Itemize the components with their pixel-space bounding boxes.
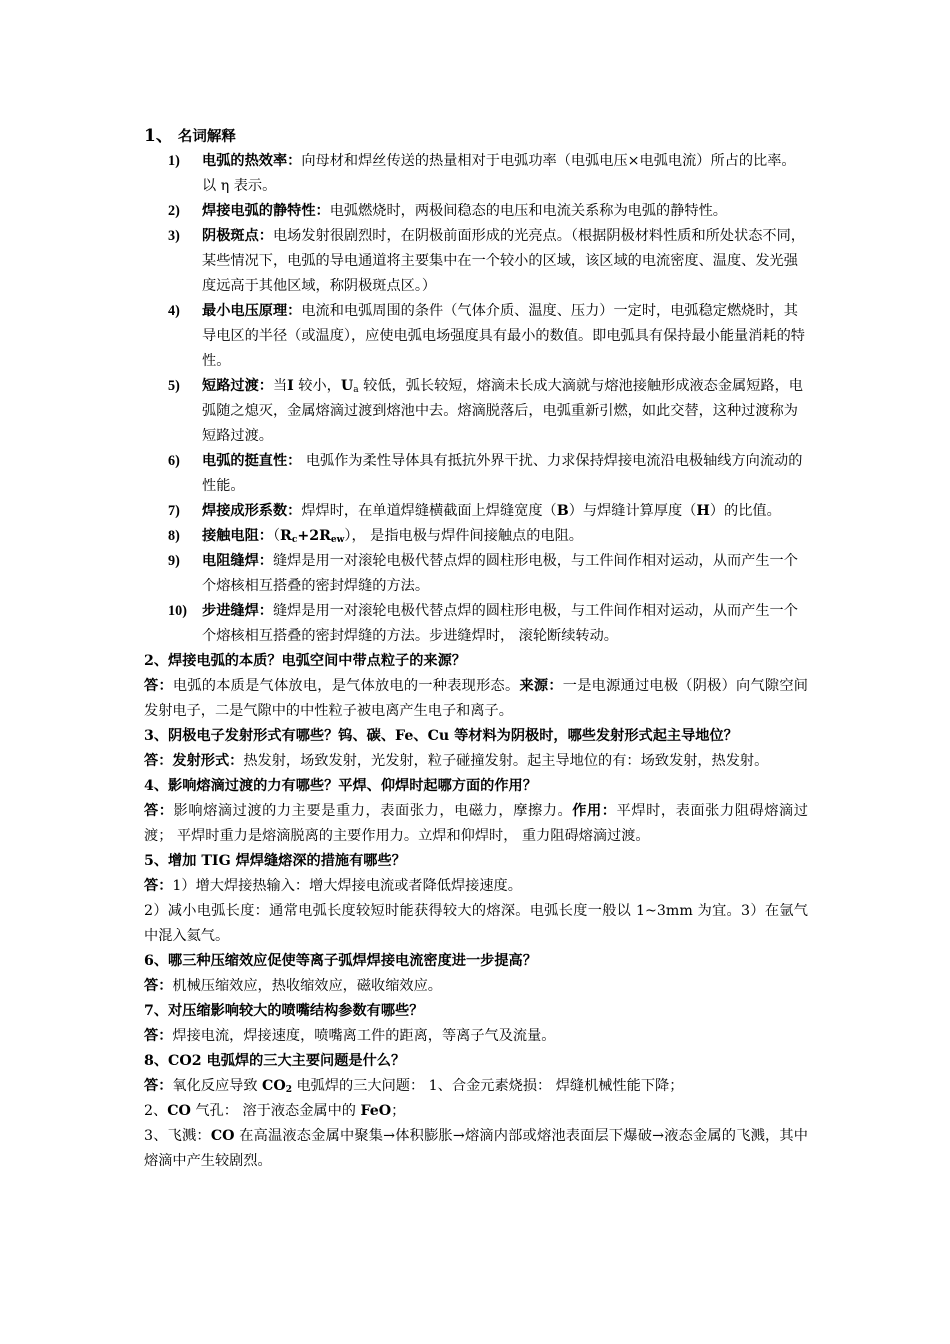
term-name: 电阻缝焊：	[202, 553, 273, 569]
term-item	[144, 549, 808, 599]
question-2: 2、焊接电弧的本质？电弧空间中带点粒子的来源？	[144, 653, 466, 669]
term-name: 接触电阻：	[202, 528, 273, 544]
term-item	[144, 374, 808, 449]
term-name: 短路过渡：	[202, 378, 273, 394]
answer-8-line3	[144, 1124, 808, 1174]
term-definition: 较低，弧长较短，熔滴未长成大滴就与熔池接触形成液态金属短路，电弧随之熄灭，金属熔滴过渡到熔池中去。熔滴脱落后，电弧重新引燃，如此交替，这种过渡称为短路过渡。	[202, 378, 803, 444]
answer-text: 2、	[144, 1103, 168, 1119]
answer-text: 电弧焊的三大问题： 1、合金元素烧损： 焊缝机械性能下降；	[291, 1078, 684, 1094]
answer-6	[144, 974, 808, 999]
answer-7	[144, 1024, 808, 1049]
formula-feo: FeO	[360, 1103, 392, 1119]
term-index: 5)	[168, 378, 180, 394]
term-list	[144, 149, 808, 649]
answer-text: 热发射，场致发射，光发射，粒子碰撞发射。起主导地位的有：场致发射，热发射。	[243, 753, 769, 769]
answer-text: 焊接电流，焊接速度，喷嘴离工件的距离，等离子气及流量。	[172, 1028, 556, 1044]
answer-sublabel: 作用：	[572, 803, 617, 819]
answer-4	[144, 799, 808, 849]
section-number: 1、	[144, 126, 173, 146]
answer-3	[144, 749, 808, 774]
term-definition-pre: （	[272, 528, 281, 544]
term-index: 9)	[168, 553, 180, 569]
symbol-resistance-c-sub: c	[291, 535, 298, 545]
term-index: 4)	[168, 303, 180, 319]
answer-text: 平焊时，表面张力阻碍熔滴过渡； 平焊时重力是熔滴脱离的主要作用力。立焊和仰焊时， 重力阻碍熔滴过渡。	[144, 803, 808, 844]
question-3: 3、阴极电子发射形式有哪些？钨、碳、Fe、Cu 等材料为阴极时，哪些发射形式起主导地位？	[144, 728, 738, 744]
term-name: 最小电压原理：	[202, 303, 302, 319]
symbol-resistance-c: R	[280, 528, 292, 544]
symbol-voltage-sub: a	[353, 385, 359, 395]
term-definition: 缝焊是用一对滚轮电极代替点焊的圆柱形电极，与工件间作相对运动，从而产生一个个熔核相互搭叠的密封焊缝的方法。步进缝焊时， 滚轮断续转动。	[202, 603, 798, 644]
term-definition: 电弧燃烧时，两极间稳态的电压和电流关系称为电弧的静特性。	[329, 203, 727, 219]
formula-co: CO	[167, 1103, 191, 1119]
document-body	[144, 124, 808, 1174]
question-7: 7、对压缩影响较大的喷嘴结构参数有哪些？	[144, 1003, 424, 1019]
answer-label: 答：	[144, 878, 173, 894]
question-6: 6、哪三种压缩效应促使等离子弧焊焊接电流密度进一步提高？	[144, 953, 537, 969]
term-item	[144, 449, 808, 499]
term-definition: 电流和电弧周围的条件（气体介质、温度、压力）一定时，电弧稳定燃烧时，其导电区的半径（或温度），应使电弧电场强度具有最小的数值。即电弧具有保持最小能量消耗的特性。	[202, 303, 805, 369]
answer-text: 氧化反应导致	[172, 1078, 263, 1094]
answer-5	[144, 874, 808, 899]
answer-text: 影响熔滴过渡的力主要是重力，表面张力，电磁力，摩擦力。	[173, 803, 573, 819]
formula-co2: CO	[262, 1078, 286, 1094]
term-item	[144, 599, 808, 649]
term-name: 阴极斑点：	[202, 228, 273, 244]
term-definition: 向母材和焊丝传送的热量相对于电弧功率（电弧电压×电弧电流）所占的比率。以 η 表示。	[202, 153, 796, 194]
answer-2	[144, 674, 808, 724]
question-4: 4、影响熔滴过渡的力有哪些？平焊、仰焊时起哪方面的作用？	[144, 778, 537, 794]
answer-sublabel: 来源：	[519, 678, 563, 694]
term-definition: 缝焊是用一对滚轮电极代替点焊的圆柱形电极，与工件间作相对运动，从而产生一个个熔核相互搭叠的密封焊缝的方法。	[202, 553, 798, 594]
answer-text: ；	[391, 1103, 406, 1119]
answer-text: 一是电源通过电极（阴极）向气隙空间发射电子，二是气隙中的中性粒子被电离产生电子和离子。	[144, 678, 808, 719]
symbol-resistance-ew: +2R	[297, 528, 331, 544]
answer-label: 答：	[144, 803, 174, 819]
answer-label: 答：	[144, 678, 173, 694]
term-item	[144, 299, 808, 374]
term-index: 10)	[168, 603, 187, 619]
term-definition-mid: ）与焊缝计算厚度（	[568, 503, 697, 519]
term-name: 电弧的挺直性：	[202, 453, 302, 469]
answer-label: 答：	[144, 1078, 173, 1094]
answer-text: 1）增大焊接热输入：增大焊接电流或者降低焊接速度。	[172, 878, 522, 894]
answer-text: 在高温液态金属中聚集→体积膨胀→熔滴内部或熔池表面层下爆破→液态金属的飞溅，其中熔滴中产生较剧烈。	[144, 1128, 808, 1169]
answer-label: 答：	[144, 978, 173, 994]
term-index: 8)	[168, 528, 180, 544]
term-definition: ）的比值。	[709, 503, 781, 519]
answer-text: 3、飞溅：	[144, 1128, 211, 1144]
formula-co: CO	[210, 1128, 235, 1144]
answer-label: 答：发射形式：	[144, 753, 244, 769]
question-5: 5、增加 TIG 焊焊缝熔深的措施有哪些？	[144, 853, 406, 869]
term-name: 步进缝焊：	[202, 603, 273, 619]
section-heading	[144, 124, 808, 149]
answer-text: 气孔： 溶于液态金属中的	[190, 1103, 361, 1119]
symbol-current: I	[287, 378, 294, 394]
answer-text: 机械压缩效应，热收缩效应，磁收缩效应。	[172, 978, 442, 994]
answer-text: 电弧的本质是气体放电，是气体放电的一种表现形态。	[172, 678, 520, 694]
term-definition: 电场发射很剧烈时，在阴极前面形成的光亮点。（根据阴极材料性质和所处状态不同，某些情况下，电弧的导电通道将主要集中在一个较小的区域，该区域的电流密度、温度、发光强度远高于其他区域，称阴极斑点区。）	[202, 228, 805, 294]
term-definition-mid: 较小，	[293, 378, 341, 394]
term-item	[144, 224, 808, 299]
term-index: 7)	[168, 503, 180, 519]
term-definition-pre: 焊焊时，在单道焊缝横截面上焊缝宽度（	[301, 503, 557, 519]
answer-label: 答：	[144, 1028, 173, 1044]
term-name: 焊接成形系数：	[202, 503, 302, 519]
term-item	[144, 199, 808, 224]
term-definition-pre: 当	[272, 378, 288, 394]
formula-co2-sub: 2	[285, 1085, 292, 1095]
term-index: 1)	[168, 153, 180, 169]
answer-5-cont: 2）减小电弧长度：通常电弧长度较短时能获得较大的熔深。电弧长度一般以 1~3mm 为宜。3）在氩气中混入氦气。	[144, 903, 808, 944]
term-definition: ）， 是指电极与焊件间接触点的电阻。	[344, 528, 583, 544]
answer-8	[144, 1074, 808, 1099]
symbol-voltage: U	[340, 378, 354, 394]
term-index: 6)	[168, 453, 180, 469]
term-definition: 电弧作为柔性导体具有抵抗外界干扰、力求保持焊接电流沿电极轴线方向流动的性能。	[202, 453, 803, 494]
term-item	[144, 149, 808, 199]
term-item	[144, 524, 808, 549]
symbol-height: H	[696, 503, 710, 519]
answer-8-line2	[144, 1099, 808, 1124]
term-item	[144, 499, 808, 524]
term-name: 焊接电弧的静特性：	[202, 203, 330, 219]
symbol-resistance-ew-sub: ew	[330, 535, 345, 545]
term-index: 3)	[168, 228, 180, 244]
term-name: 电弧的热效率：	[202, 153, 302, 169]
section-title: 名词解释	[177, 128, 236, 145]
symbol-width: B	[556, 503, 569, 519]
question-8: 8、CO2 电弧焊的三大主要问题是什么？	[144, 1053, 406, 1069]
term-index: 2)	[168, 203, 180, 219]
